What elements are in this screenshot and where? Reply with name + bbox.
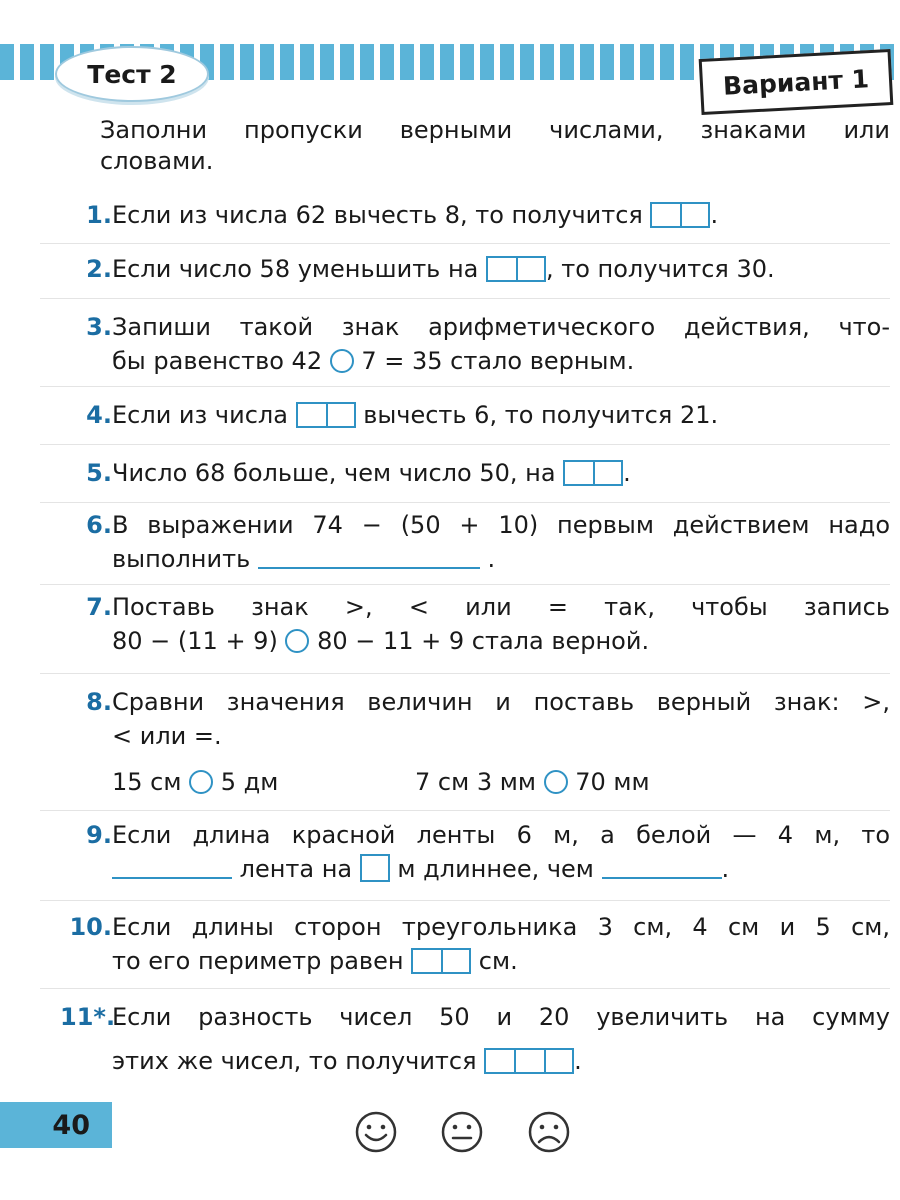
test-label: Тест 2 — [55, 46, 209, 102]
answer-box[interactable] — [360, 854, 390, 882]
task-number: 7. — [86, 593, 112, 621]
task-number: 10. — [69, 913, 112, 941]
task-number: 9. — [86, 821, 112, 849]
answer-box[interactable] — [563, 460, 623, 486]
task-number: 11*. — [60, 1003, 116, 1031]
task-number: 6. — [86, 511, 112, 539]
answer-box[interactable] — [411, 948, 471, 974]
sign-circle[interactable] — [544, 770, 568, 794]
instruction-line-1: Заполни пропуски верными числами, знаками или — [100, 116, 890, 144]
answer-line[interactable] — [112, 877, 232, 879]
answer-box[interactable] — [486, 256, 546, 282]
answer-box[interactable] — [484, 1048, 574, 1074]
answer-line[interactable] — [258, 567, 480, 569]
sign-circle[interactable] — [330, 349, 354, 373]
page-number: 40 — [0, 1102, 112, 1148]
task-number: 4. — [86, 401, 112, 429]
sad-face-icon[interactable] — [527, 1110, 571, 1154]
task-number: 8. — [86, 688, 112, 716]
answer-line[interactable] — [602, 877, 722, 879]
sign-circle[interactable] — [285, 629, 309, 653]
variant-label: Вариант 1 — [699, 49, 894, 115]
task-number: 5. — [86, 459, 112, 487]
sign-circle[interactable] — [189, 770, 213, 794]
task-number: 2. — [86, 255, 112, 283]
answer-box[interactable] — [650, 202, 710, 228]
neutral-face-icon[interactable] — [440, 1110, 484, 1154]
answer-box[interactable] — [296, 402, 356, 428]
task-number: 1. — [86, 201, 112, 229]
instruction-line-2: словами. — [100, 147, 214, 175]
task-number: 3. — [86, 313, 112, 341]
smile-face-icon[interactable] — [354, 1110, 398, 1154]
